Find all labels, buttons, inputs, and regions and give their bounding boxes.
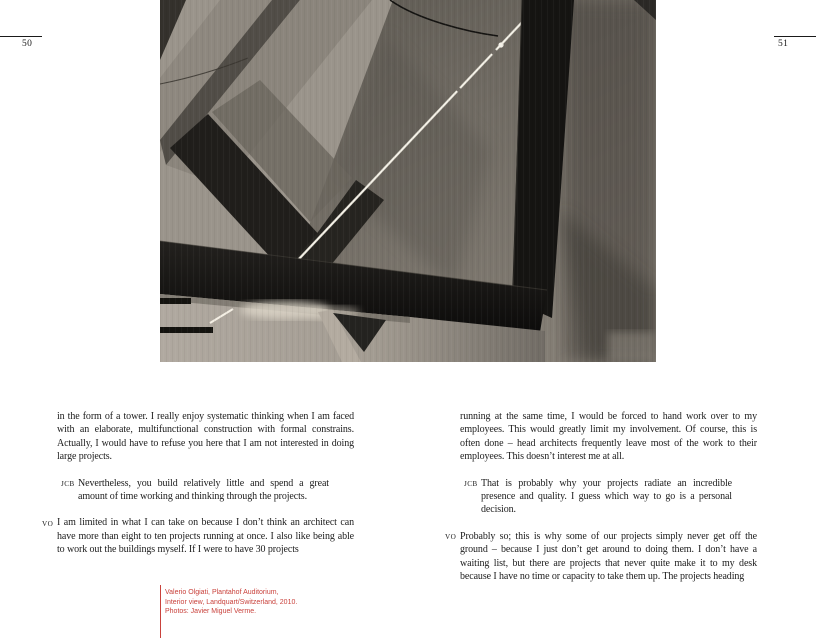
paragraph <box>460 410 757 464</box>
paragraph <box>464 477 732 517</box>
left-text-column <box>42 410 354 570</box>
architecture-photo <box>160 0 656 362</box>
caption-rule <box>160 585 161 638</box>
left-page-number: 50 <box>22 39 33 49</box>
paragraph <box>445 530 757 584</box>
caption-line: Valerio Olgiati, Plantahof Auditorium, <box>165 589 279 596</box>
paragraph-text: I am limited in what I can take on because I don’t think an architect can have more than eight to ten projects running at once. I also like being able to work out the buildings myself. If I were to have 30 projects <box>57 517 354 556</box>
speaker-label: VO <box>42 519 54 528</box>
paragraph-text: Probably so; this is why some of our projects simply never get off the ground – because I just don’t get around to doing them. I don’t have a waiting list, but there are projects that never quite make it to my desk because I have no time or capacity to take them up. The projects heading <box>460 530 757 583</box>
photo-caption <box>165 588 315 617</box>
speaker-label: JCB <box>61 480 75 489</box>
paragraph <box>61 477 329 504</box>
speaker-label: JCB <box>464 480 478 489</box>
paragraph-text: Nevertheless, you build relatively little and spend a great amount of time working and thinking through the projects. <box>78 477 329 503</box>
paragraph <box>42 516 354 556</box>
right-page-number: 51 <box>778 39 789 49</box>
paragraph-text: in the form of a tower. I really enjoy systematic thinking when I am faced with an elaborate, multifunctional construction with formal constrains. Actually, I would have to refuse you here that I am not interested in doing large projects. <box>57 411 354 463</box>
caption-line: Interior view, Landquart/Switzerland, 2010. <box>165 598 298 606</box>
paragraph <box>57 410 354 464</box>
right-text-column <box>445 410 757 596</box>
paragraph-text: running at the same time, I would be forced to hand work over to my employees. This would greatly limit my involvement. Of course, this is often done – head architects frequently leave most of the work to their employees. This doesn’t interest me at all. <box>460 411 757 463</box>
speaker-label: VO <box>445 533 457 542</box>
left-page-rule <box>0 36 42 37</box>
right-page-rule <box>774 36 816 37</box>
caption-line: Photos: Javier Miguel Verme. <box>165 608 257 616</box>
paragraph-text: That is probably why your projects radiate an incredible presence and quality. I guess which way to go is a personal decision. <box>481 477 732 516</box>
